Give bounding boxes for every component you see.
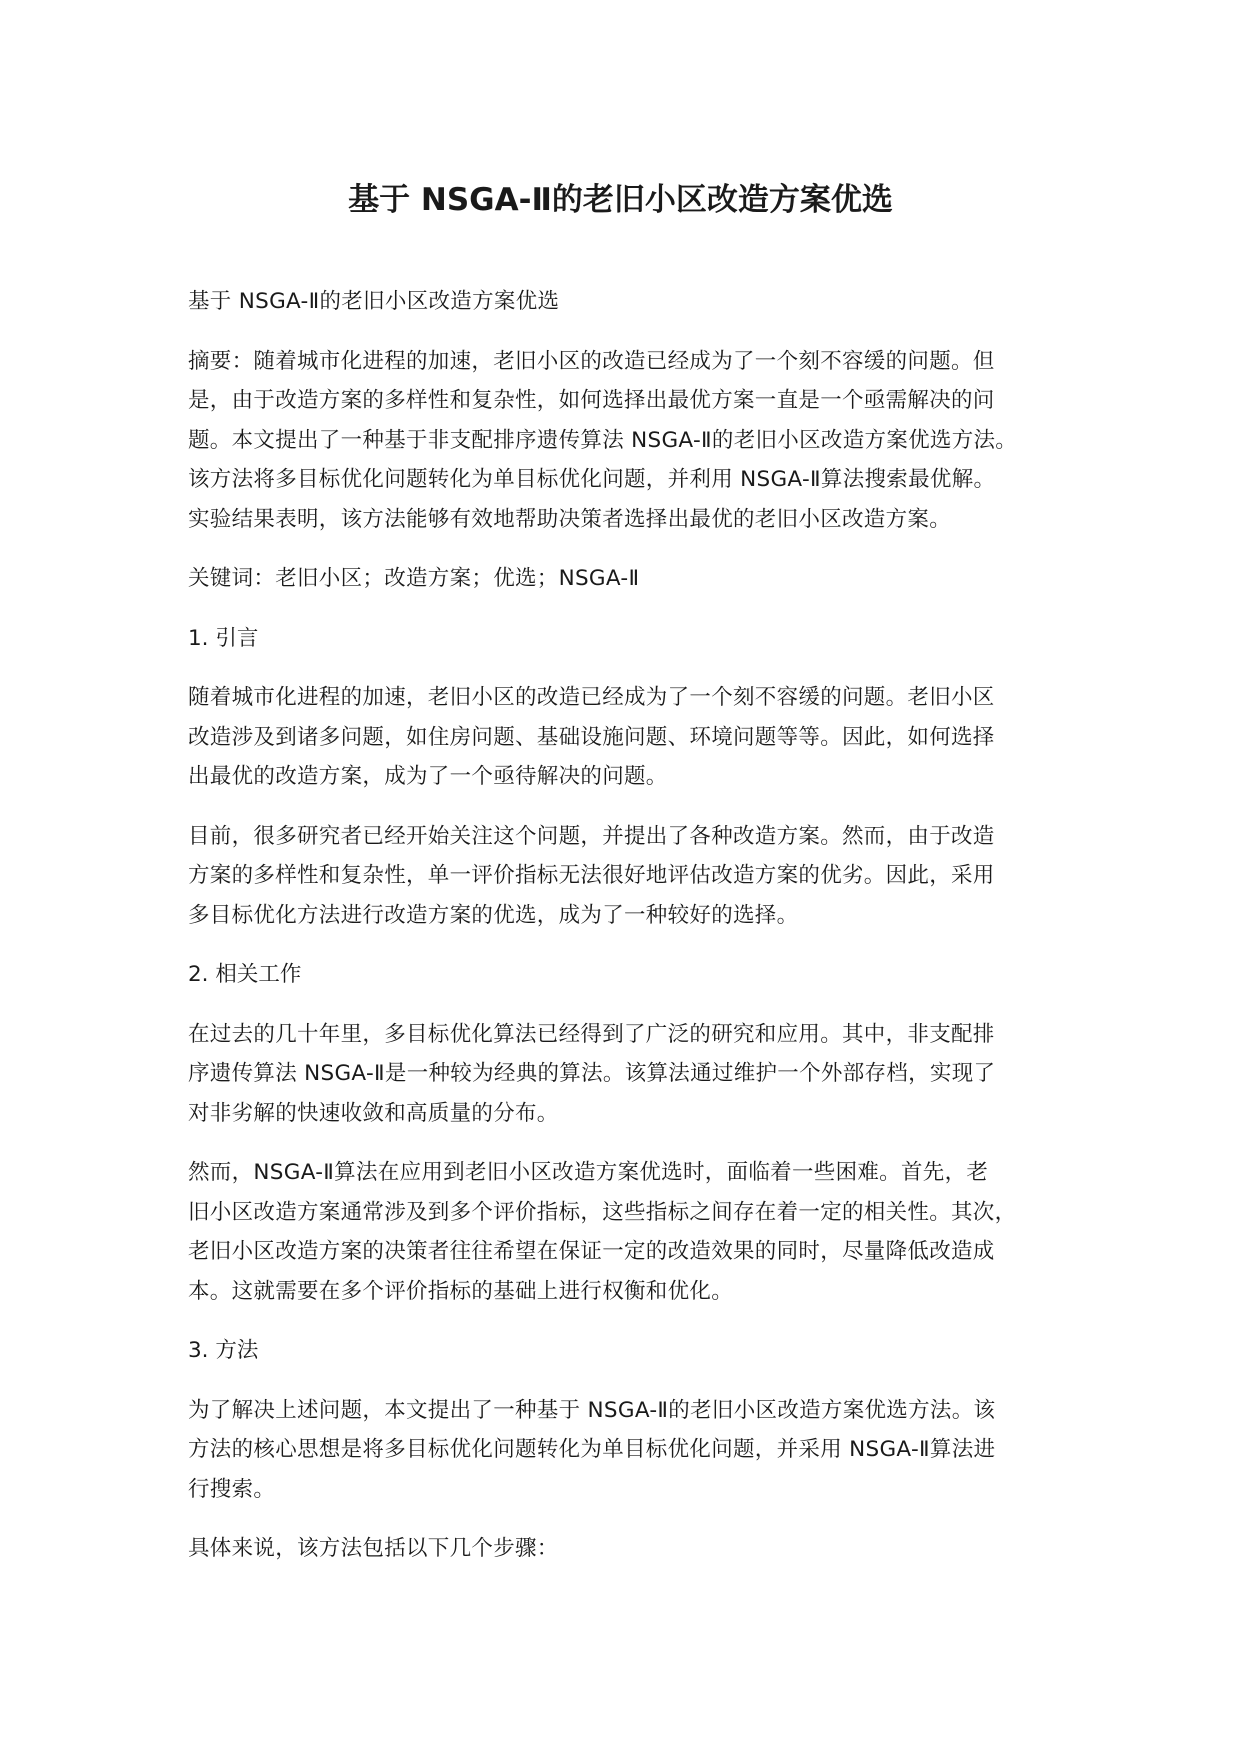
- paragraph-line: 多目标优化方法进行改造方案的优选，成为了一种较好的选择。: [188, 902, 799, 928]
- paragraph-line: 目前，很多研究者已经开始关注这个问题，并提出了各种改造方案。然而，由于改造: [188, 823, 995, 849]
- abstract-line: 题。本文提出了一种基于非支配排序遗传算法 NSGA-Ⅱ的老旧小区改造方案优选方法。: [188, 427, 1018, 453]
- intro-paragraph-2: [188, 817, 1068, 936]
- document-body: [188, 282, 1068, 1589]
- paragraph-line: 改造涉及到诸多问题，如住房问题、基础设施问题、环境问题等等。因此，如何选择: [188, 724, 995, 750]
- paragraph-line: 具体来说，该方法包括以下几个步骤：: [188, 1536, 559, 1561]
- paragraph-line: 对非劣解的快速收敛和高质量的分布。: [188, 1100, 559, 1126]
- paragraph-line: 然而，NSGA-Ⅱ算法在应用到老旧小区改造方案优选时，面临着一些困难。首先，老: [188, 1160, 989, 1185]
- document-title: 基于 NSGA-Ⅱ的老旧小区改造方案优选: [348, 182, 893, 218]
- section-heading-method: 3. 方法: [188, 1338, 259, 1363]
- paragraph-line: 行搜索。: [188, 1476, 276, 1502]
- keywords-text: 关键词：老旧小区；改造方案；优选；NSGA-Ⅱ: [188, 566, 640, 591]
- keywords-paragraph: [188, 559, 1068, 599]
- section-heading-introduction: 1. 引言: [188, 625, 259, 651]
- paragraph-line: 老旧小区改造方案的决策者往往希望在保证一定的改造效果的同时，尽量降低改造成: [188, 1239, 995, 1264]
- paragraph-line: 本。这就需要在多个评价指标的基础上进行权衡和优化。: [188, 1278, 734, 1304]
- intro-paragraph-1: [188, 678, 1068, 797]
- paragraph-line: 为了解决上述问题，本文提出了一种基于 NSGA-Ⅱ的老旧小区改造方案优选方法。该: [188, 1397, 996, 1423]
- paragraph-line: 方案的多样性和复杂性，单一评价指标无法很好地评估改造方案的优劣。因此，采用: [188, 863, 995, 888]
- paragraph-line: 旧小区改造方案通常涉及到多个评价指标，这些指标之间存在着一定的相关性。其次，: [188, 1199, 1017, 1225]
- abstract-line: 实验结果表明，该方法能够有效地帮助决策者选择出最优的老旧小区改造方案。: [188, 506, 952, 532]
- method-paragraph-2: [188, 1529, 1068, 1569]
- paragraph-line: 随着城市化进程的加速，老旧小区的改造已经成为了一个刻不容缓的问题。老旧小区: [188, 685, 995, 710]
- method-paragraph-1: [188, 1391, 1068, 1510]
- abstract-paragraph: [188, 342, 1068, 540]
- paragraph-line: 方法的核心思想是将多目标优化问题转化为单目标优化问题，并采用 NSGA-Ⅱ算法进: [188, 1437, 996, 1462]
- abstract-line: 摘要：随着城市化进程的加速，老旧小区的改造已经成为了一个刻不容缓的问题。但: [188, 348, 995, 374]
- paragraph-line: 序遗传算法 NSGA-Ⅱ是一种较为经典的算法。该算法通过维护一个外部存档，实现了: [188, 1061, 996, 1086]
- abstract-line: 是，由于改造方案的多样性和复杂性，如何选择出最优方案一直是一个亟需解决的问: [188, 388, 995, 413]
- section-heading-related-work: 2. 相关工作: [188, 962, 302, 987]
- subtitle: [188, 282, 1068, 322]
- abstract-line: 该方法将多目标优化问题转化为单目标优化问题，并利用 NSGA-Ⅱ算法搜索最优解。: [188, 467, 996, 492]
- related-work-paragraph-2: [188, 1153, 1068, 1311]
- subtitle-text: 基于 NSGA-Ⅱ的老旧小区改造方案优选: [188, 289, 560, 314]
- paragraph-line: 出最优的改造方案，成为了一个亟待解决的问题。: [188, 764, 668, 789]
- paragraph-line: 在过去的几十年里，多目标优化算法已经得到了广泛的研究和应用。其中，非支配排: [188, 1021, 995, 1047]
- related-work-paragraph-1: [188, 1015, 1068, 1134]
